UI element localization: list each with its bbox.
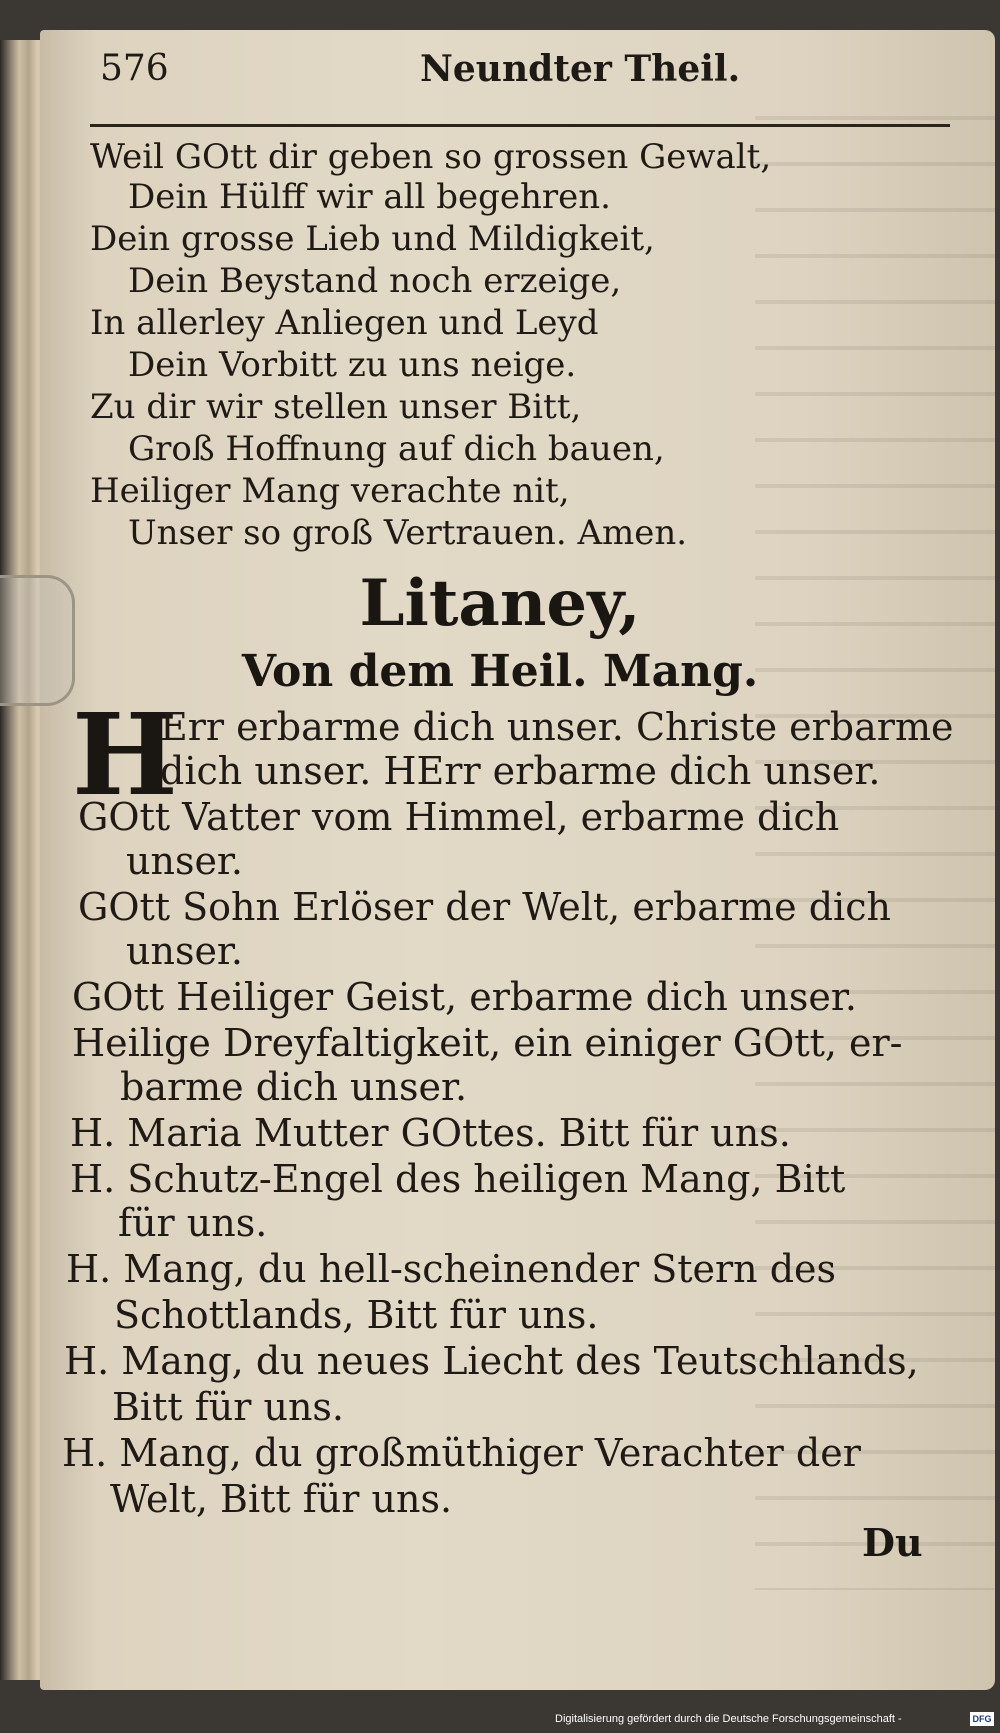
- catchword: Du: [862, 1520, 923, 1565]
- litany-line: barme dich unser.: [120, 1065, 468, 1109]
- litany-line: Bitt für uns.: [112, 1385, 345, 1429]
- litany-line: H. Schutz-Engel des heiligen Mang, Bitt: [70, 1157, 846, 1201]
- litany-line: H. Mang, du neues Liecht des Teutschlands,: [64, 1339, 919, 1383]
- hymn-line: Dein Vorbitt zu uns neige.: [128, 345, 577, 385]
- litany-subtitle: Von dem Heil. Mang.: [241, 646, 759, 697]
- header-rule: [90, 124, 950, 127]
- litany-line: Err erbarme dich unser. Christe erbarme: [160, 705, 954, 749]
- hymn-line: In allerley Anliegen und Leyd: [90, 303, 599, 343]
- drop-cap: H: [72, 690, 178, 821]
- litany-line: für uns.: [118, 1201, 268, 1245]
- hymn-line: Dein Hülff wir all begehren.: [128, 177, 611, 217]
- dfg-logo-icon: DFG: [970, 1712, 994, 1726]
- litany-line: H. Mang, du hell-scheinender Stern des: [66, 1247, 837, 1291]
- page-header: [50, 38, 950, 98]
- hymn-line: Weil GOtt dir geben so grossen Gewalt,: [90, 137, 772, 177]
- litany-line: Welt, Bitt für uns.: [110, 1477, 453, 1521]
- hymn-line: Unser so groß Vertrauen. Amen.: [128, 513, 688, 553]
- hymn-line: Dein grosse Lieb und Mildigkeit,: [90, 219, 655, 259]
- hymn-line: Dein Beystand noch erzeige,: [128, 261, 622, 301]
- litany-line: Schottlands, Bitt für uns.: [114, 1293, 599, 1337]
- litany-line: unser.: [126, 839, 244, 883]
- running-head: Neundter Theil.: [420, 48, 741, 90]
- litany-title: Litaney,: [359, 566, 641, 641]
- litany-line: GOtt Sohn Erlöser der Welt, erbarme dich: [78, 885, 891, 929]
- litany-line: H. Maria Mutter GOttes. Bitt für uns.: [70, 1111, 791, 1155]
- litany-line: Heilige Dreyfaltigkeit, ein einiger GOtt, er-: [72, 1021, 903, 1065]
- hymn-line: Zu dir wir stellen unser Bitt,: [90, 387, 582, 427]
- hymn-line: Groß Hoffnung auf dich bauen,: [128, 429, 665, 469]
- litany-line: GOtt Heiliger Geist, erbarme dich unser.: [72, 975, 857, 1019]
- litany-line: dich unser. HErr erbarme dich unser.: [160, 749, 881, 793]
- litany-line: unser.: [126, 929, 244, 973]
- hymn-line: Heiliger Mang verachte nit,: [90, 471, 570, 511]
- litany-line: GOtt Vatter vom Himmel, erbarme dich: [78, 795, 840, 839]
- digitization-credit: Digitalisierung gefördert durch die Deutsche Forschungsgemeinschaft -: [555, 1713, 902, 1725]
- litany-line: H. Mang, du großmüthiger Verachter der: [62, 1431, 861, 1475]
- page-number: 576: [100, 48, 169, 89]
